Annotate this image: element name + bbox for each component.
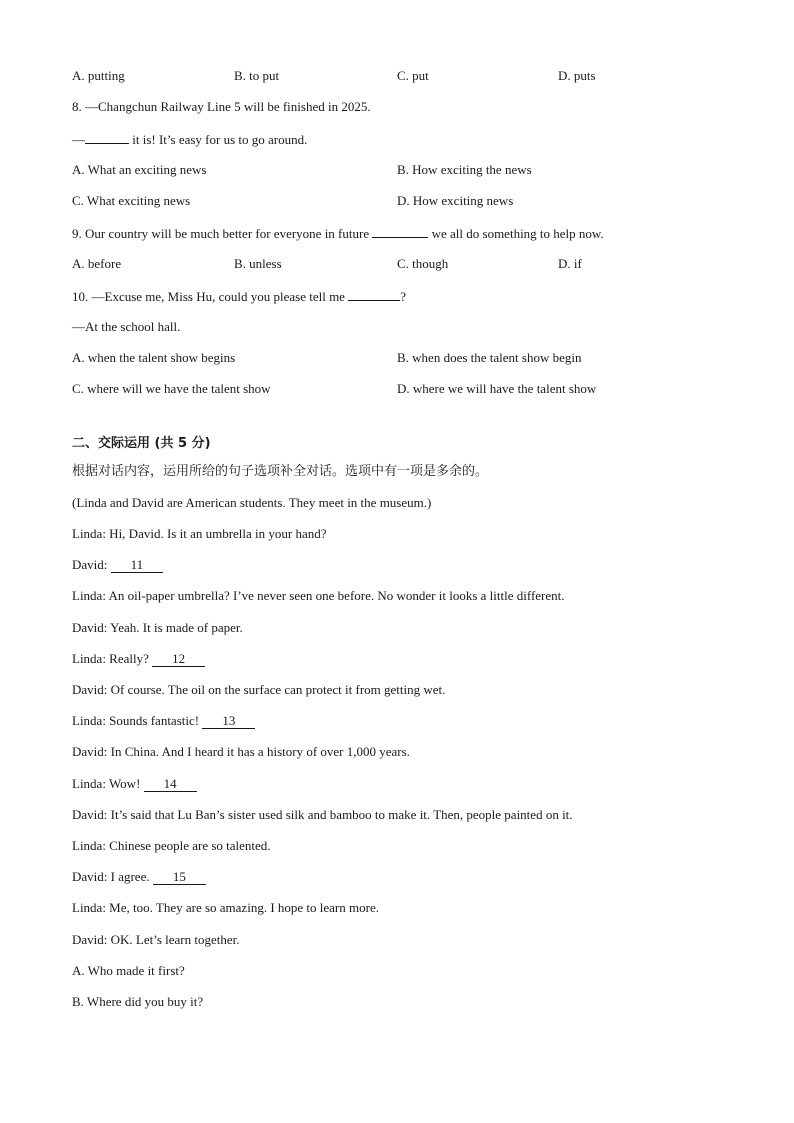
dialogue-context: (Linda and David are American students. They meet in the museum.) bbox=[72, 495, 432, 510]
dialogue-line bbox=[72, 525, 327, 543]
q7-option-d: D. puts bbox=[558, 68, 596, 83]
dialogue-blank-number: 14 bbox=[144, 777, 197, 792]
q9-stem-after: we all do something to help now. bbox=[428, 226, 604, 241]
q7-option-c: C. put bbox=[397, 68, 429, 83]
q8-option-d: D. How exciting news bbox=[397, 193, 514, 208]
answer-option-b: B. Where did you buy it? bbox=[72, 994, 204, 1009]
q10-option-c: C. where will we have the talent show bbox=[72, 381, 271, 396]
q10-blank bbox=[348, 287, 400, 301]
dialogue-text: Linda: Hi, David. Is it an umbrella in your hand? bbox=[72, 526, 327, 541]
dialogue-text: David: It’s said that Lu Ban’s sister used silk and bamboo to make it. Then, people painted on it. bbox=[72, 807, 573, 822]
q9-option-d: D. if bbox=[558, 256, 582, 271]
q10-option-d: D. where we will have the talent show bbox=[397, 381, 597, 396]
dialogue-text: Linda: Me, too. They are so amazing. I hope to learn more. bbox=[72, 900, 379, 915]
q10-reply: —At the school hall. bbox=[72, 319, 181, 334]
dialogue-line bbox=[72, 681, 445, 699]
q8-reply-prefix: — bbox=[72, 132, 85, 147]
q8-reply bbox=[72, 130, 307, 149]
dialogue-line bbox=[72, 712, 255, 730]
answer-option-a: A. Who made it first? bbox=[72, 963, 185, 978]
dialogue-text: Linda: Chinese people are so talented. bbox=[72, 838, 271, 853]
dialogue-text: David: Yeah. It is made of paper. bbox=[72, 620, 243, 635]
dialogue-text: Linda: Sounds fantastic! bbox=[72, 713, 203, 728]
q10-stem-after: ? bbox=[400, 289, 406, 304]
section-title: 二、交际运用 (共 5 分) bbox=[72, 436, 211, 451]
q10-option-a: A. when the talent show begins bbox=[72, 350, 236, 365]
dialogue-blank-number: 13 bbox=[202, 714, 255, 729]
dialogue-text: Linda: An oil-paper umbrella? I’ve never seen one before. No wonder it looks a little different. bbox=[72, 588, 565, 603]
dialogue-line bbox=[72, 743, 410, 761]
dialogue-blank-number: 11 bbox=[111, 558, 164, 573]
section-instruction: 根据对话内容，运用所给的句子选项补全对话。选项中有一项是多余的。 bbox=[72, 464, 489, 479]
dialogue-text: Linda: Really? bbox=[72, 651, 153, 666]
dialogue-line bbox=[72, 868, 206, 886]
q9-blank bbox=[372, 224, 428, 238]
dialogue-line bbox=[72, 837, 271, 855]
dialogue-text: David: bbox=[72, 557, 111, 572]
q8-option-a: A. What an exciting news bbox=[72, 162, 207, 177]
q7-option-b: B. to put bbox=[234, 68, 280, 83]
dialogue-blank-number: 12 bbox=[152, 652, 205, 667]
q8-reply-suffix: it is! It’s easy for us to go around. bbox=[129, 132, 308, 147]
q10-option-b: B. when does the talent show begin bbox=[397, 350, 582, 365]
dialogue-line bbox=[72, 556, 163, 574]
dialogue-text: Linda: Wow! bbox=[72, 776, 144, 791]
q9-option-a: A. before bbox=[72, 256, 122, 271]
q9-option-c: C. though bbox=[397, 256, 449, 271]
dialogue-line bbox=[72, 899, 379, 917]
dialogue-line bbox=[72, 806, 573, 824]
dialogue-line bbox=[72, 619, 243, 637]
q10-stem-before: 10. —Excuse me, Miss Hu, could you please tell me bbox=[72, 289, 349, 304]
dialogue-blank-number: 15 bbox=[153, 870, 206, 885]
dialogue-line bbox=[72, 587, 565, 605]
q9-stem bbox=[72, 224, 604, 243]
q7-option-a: A. putting bbox=[72, 68, 125, 83]
q9-option-b: B. unless bbox=[234, 256, 282, 271]
dialogue-text: David: OK. Let’s learn together. bbox=[72, 932, 240, 947]
dialogue-line bbox=[72, 931, 240, 949]
q8-option-b: B. How exciting the news bbox=[397, 162, 532, 177]
dialogue-text: David: Of course. The oil on the surface can protect it from getting wet. bbox=[72, 682, 446, 697]
dialogue-line bbox=[72, 650, 205, 668]
dialogue-text: David: I agree. bbox=[72, 869, 153, 884]
dialogue-line bbox=[72, 775, 197, 793]
q8-stem: 8. —Changchun Railway Line 5 will be finished in 2025. bbox=[72, 99, 371, 114]
q8-option-c: C. What exciting news bbox=[72, 193, 191, 208]
q10-stem bbox=[72, 287, 406, 306]
q8-blank bbox=[85, 130, 129, 144]
dialogue-text: David: In China. And I heard it has a history of over 1,000 years. bbox=[72, 744, 410, 759]
q9-stem-before: 9. Our country will be much better for everyone in future bbox=[72, 226, 373, 241]
